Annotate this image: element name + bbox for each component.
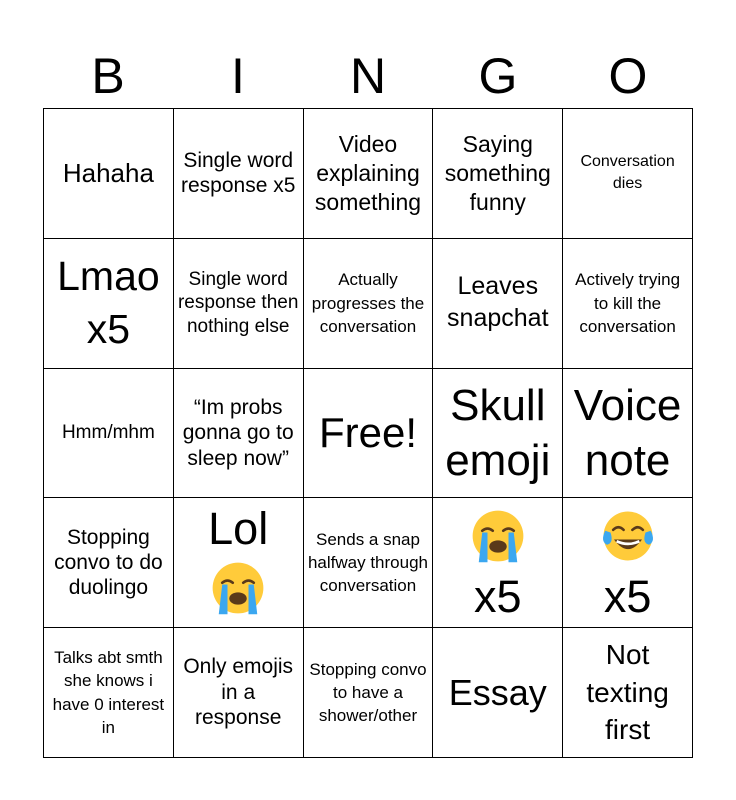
cell-text: Conversation dies [580,153,675,193]
cell-text: Lol [208,503,269,555]
header-letter-i: I [231,48,245,104]
cell-text: Actively trying to kill the conversation [575,270,681,336]
cell-text: Lmao x5 [57,252,160,353]
cell-text: Hmm/mhm [61,422,155,444]
cell-text: Hahaha [62,157,154,188]
cell-text: Leaves snapchat [447,272,549,333]
cell-r3c5[interactable] [563,369,693,499]
cell-r5c1[interactable] [44,628,174,758]
cell-r2c4[interactable] [433,239,563,369]
cell-r1c4[interactable] [433,109,563,239]
cell-r3c4[interactable] [433,369,563,499]
cell-text: Free! [318,408,417,456]
loudly-crying-face-icon [470,508,526,570]
cell-text: Sends a snap halfway through conversation [307,529,428,596]
cell-text: Essay [448,671,547,713]
cell-text: x5 [603,570,652,622]
cell-text: Video explaining something [314,130,422,215]
header-letter-b: B [91,48,125,104]
cell-text: Skull emoji [445,380,551,485]
cell-text: Saying something funny [444,130,551,215]
emoji-svg [470,508,526,564]
cell-r4c3[interactable] [304,498,434,628]
cell-text: Stopping convo to do duolingo [54,525,163,600]
cell-text: Talks abt smth she knows i have 0 interest in [52,648,165,737]
cell-r2c5[interactable] [563,239,693,369]
cell-text: Actually progresses the conversation [311,270,425,336]
face-with-tears-of-joy-icon [600,508,656,570]
cell-text: Stopping convo to have a shower/other [309,659,427,726]
cell-text: Single word response then nothing else [177,268,299,337]
cell-text: “Im probs gonna go to sleep now” [182,395,294,470]
cell-r5c4[interactable] [433,628,563,758]
cell-r5c5[interactable] [563,628,693,758]
header-letter-g: G [478,48,518,104]
cell-r5c3[interactable] [304,628,434,758]
cell-r1c1[interactable] [44,109,174,239]
loudly-crying-face-icon [210,560,266,622]
cell-text: Not texting first [586,639,669,746]
cell-r4c4[interactable] [433,498,563,628]
cell-r1c5[interactable] [563,109,693,239]
cell-r2c3[interactable] [304,239,434,369]
cell-text: Voice note [573,380,682,485]
cell-text: x5 [474,570,522,622]
bingo-board [43,108,693,758]
cell-r4c5[interactable] [563,498,693,628]
cell-text: Only emojis in a response [183,655,294,730]
cell-r1c3[interactable] [304,109,434,239]
cell-r4c1[interactable] [44,498,174,628]
cell-r2c2[interactable] [174,239,304,369]
emoji-svg [210,560,266,616]
cell-r3c3[interactable] [304,369,434,499]
cell-r2c1[interactable] [44,239,174,369]
header-letter-n: N [349,48,387,104]
cell-r5c2[interactable] [174,628,304,758]
cell-r1c2[interactable] [174,109,304,239]
emoji-svg [600,508,656,564]
cell-r3c1[interactable] [44,369,174,499]
cell-text: Single word response x5 [180,148,296,198]
bingo-header [43,48,693,104]
header-letter-o: O [608,48,648,104]
cell-r3c2[interactable] [174,369,304,499]
cell-r4c2[interactable] [174,498,304,628]
